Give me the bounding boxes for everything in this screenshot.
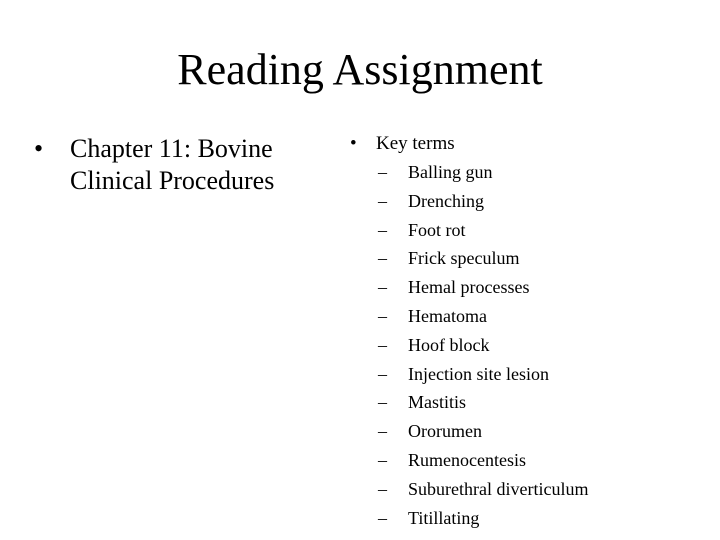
term-text: Rumenocentesis	[408, 449, 526, 470]
chapter-text: Chapter 11: Bovine Clinical Procedures	[70, 134, 275, 195]
chapter-bullet	[34, 133, 324, 197]
key-terms-bullet	[350, 130, 700, 158]
dash-icon: –	[378, 248, 387, 269]
term-item	[350, 244, 700, 273]
term-text: Injection site lesion	[408, 363, 549, 384]
term-text: Mastitis	[408, 392, 467, 413]
term-item	[350, 360, 700, 389]
term-item	[350, 331, 700, 360]
term-item	[350, 446, 700, 475]
term-item	[350, 302, 700, 331]
dash-icon: –	[378, 190, 387, 211]
term-text: Balling gun	[408, 162, 493, 182]
slide-title: Reading Assignment	[177, 45, 543, 94]
bullet-icon: •	[350, 133, 357, 154]
term-text: Suburethral diverticulum	[408, 478, 589, 499]
dash-icon: –	[378, 363, 387, 384]
dash-icon: –	[378, 507, 387, 528]
term-text: Frick speculum	[408, 248, 520, 269]
term-text: Ororumen	[408, 421, 482, 442]
term-item	[350, 187, 700, 216]
dash-icon: –	[378, 421, 387, 442]
dash-icon: –	[378, 277, 387, 298]
term-text: Drenching	[408, 190, 484, 211]
term-item	[350, 216, 700, 245]
term-item	[350, 158, 700, 187]
dash-icon: –	[378, 334, 387, 355]
term-text: Hematoma	[408, 305, 487, 326]
term-item	[350, 388, 700, 417]
term-text: Hemal processes	[408, 277, 530, 298]
left-column	[34, 133, 324, 197]
dash-icon: –	[378, 449, 387, 470]
key-terms-list	[350, 158, 700, 532]
term-item	[350, 504, 700, 533]
dash-icon: –	[378, 392, 387, 413]
dash-icon: –	[378, 219, 387, 240]
dash-icon: –	[378, 305, 387, 326]
dash-icon: –	[378, 478, 387, 499]
dash-icon: –	[378, 162, 387, 182]
term-item	[350, 273, 700, 302]
right-column	[350, 130, 700, 532]
bullet-icon: •	[34, 134, 44, 163]
term-text: Hoof block	[408, 334, 490, 355]
term-item	[350, 475, 700, 504]
term-text: Titillating	[408, 507, 480, 528]
key-terms-heading: Key terms	[376, 133, 455, 154]
term-item	[350, 417, 700, 446]
term-text: Foot rot	[408, 219, 466, 240]
